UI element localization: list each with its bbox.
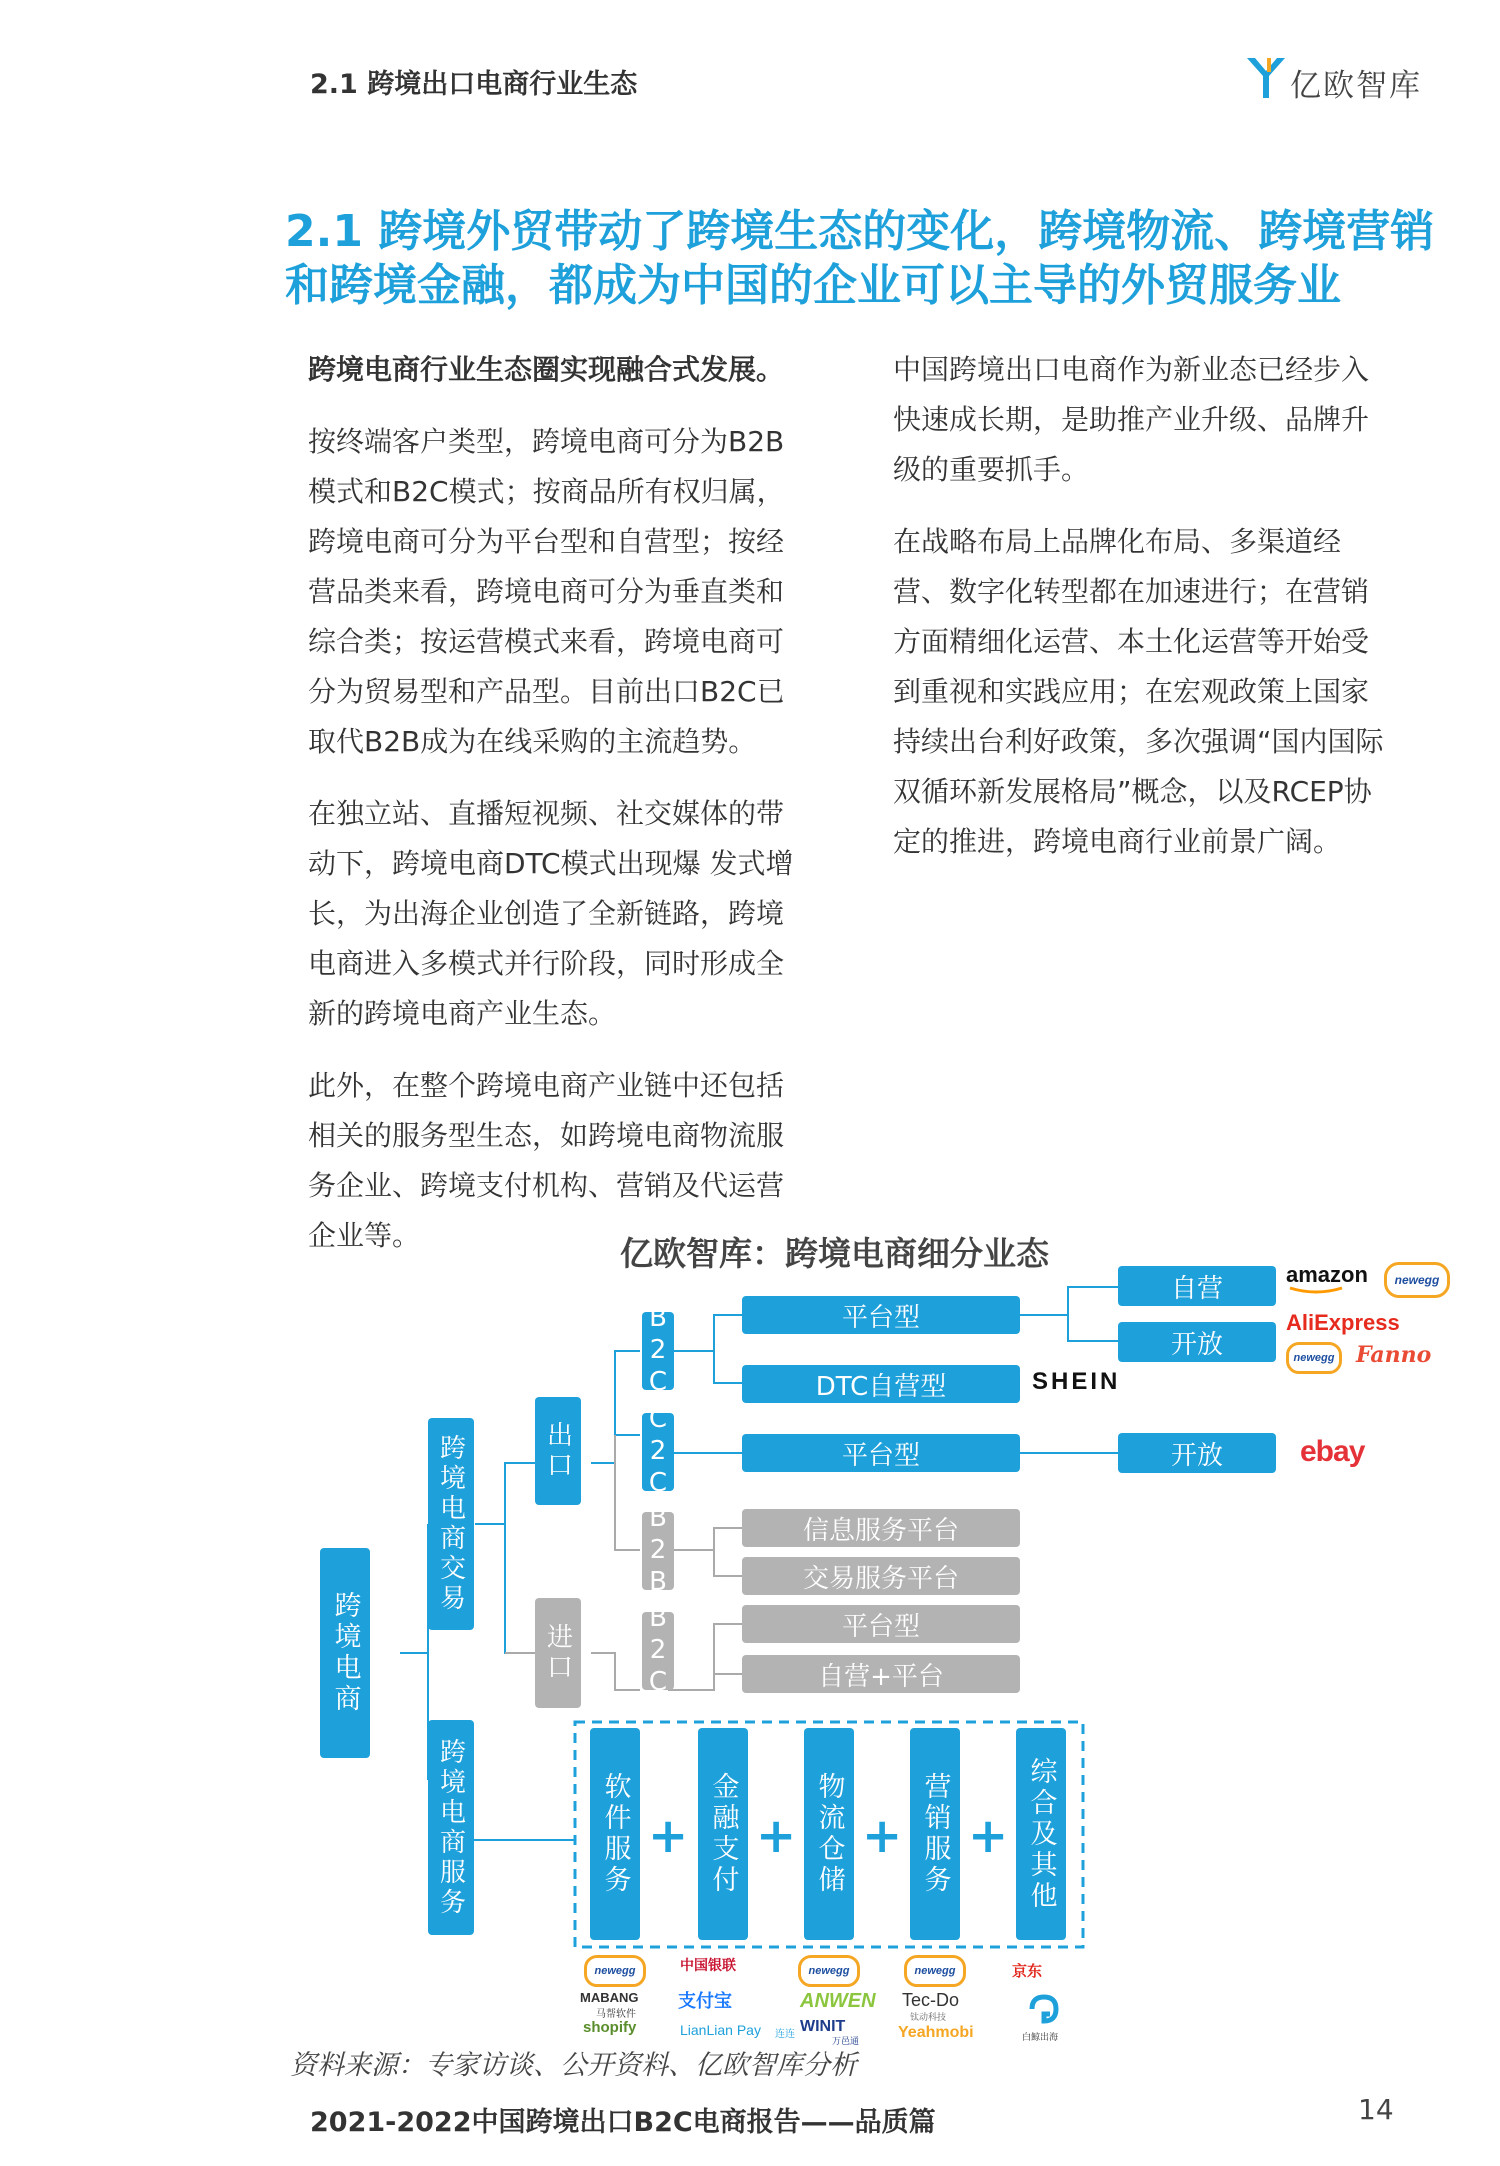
footer-report-title: 2021-2022中国跨境出口B2C电商报告——品质篇 [310,2107,936,2138]
right-paragraph-1: 中国跨境出口电商作为新业态已经步入快速成长期，是助推产业升级、品牌升级的重要抓手。 [893,353,1370,486]
node-export-c2c: C2C [643,1404,673,1500]
logo-text: 亿欧智库 [1290,68,1422,104]
brand-fanno: Fanno [1356,1342,1432,1368]
brand-shopify: shopify [583,2019,637,2036]
node-open: 开放 [1118,1322,1276,1362]
plus-icon: + [756,1808,797,1864]
brand-winit: WINIT [800,2018,846,2035]
node-export-b2b: B2B [643,1503,673,1599]
brand-newegg-2: newegg [1286,1342,1342,1374]
source-note: 资料来源：专家访谈、公开资料、亿欧智库分析 [290,2050,857,2081]
mode-trade-platform: 交易服务平台 [742,1557,1020,1595]
mode-info-platform: 信息服务平台 [742,1509,1020,1547]
plus-icon: + [862,1808,903,1864]
brand-yeahmobi: Yeahmobi [898,2024,974,2041]
brand-tecdo: Tec-Do [902,1990,960,2010]
service-finance: 金融支付 [698,1728,748,1940]
brand-lianlian-cn: 连连 [775,2029,795,2040]
brand-aliexpress: AliExpress [1286,1310,1400,1335]
brand-mabang-cn: 马帮软件 [596,2009,636,2020]
node-import: 进口 [535,1598,581,1708]
brand-lianlian: LianLian Pay [680,2022,761,2038]
mode-platform: 平台型 [742,1296,1020,1334]
amazon-smile-icon [1286,1286,1346,1294]
brand-winit-cn: 万邑通 [832,2036,860,2046]
lead-paragraph: 跨境电商行业生态圈实现融合式发展。 [308,353,785,386]
baijing-logo-icon [1028,1994,1060,2024]
brand-newegg: newegg [1384,1262,1450,1298]
diagram-title: 亿欧智库：跨境电商细分业态 [620,1234,1049,1273]
brand-anwen: ANWEN [800,1990,876,2012]
page-title: 2.1 跨境外贸带动了跨境生态的变化，跨境物流、跨境营销和跨境金融，都成为中国的企业可以主导的外贸服务业 [285,206,1435,311]
brand-tecdo-cn: 钛动科技 [910,2012,947,2022]
brand-baijing: 白鲸出海 [1022,2032,1059,2042]
brand-ebay: ebay [1300,1435,1365,1468]
brand-newegg-marketing: newegg [904,1955,966,1987]
brand-newegg-software: newegg [584,1955,646,1987]
right-paragraph-2: 在战略布局上品牌化布局、多渠道经营、数字化转型都在加速进行；在营销方面精细化运营、本土化运营等开始受到重视和实践应用；在宏观政策上国家持续出台利好政策，多次强调“国内国际双循环新发展格局”概念，以及RCEP协定的推进，跨境电商行业前景广阔。 [893,525,1384,858]
plus-icon: + [968,1808,1009,1864]
brand-unionpay: 中国银联 [680,1957,736,1973]
paragraph-1: 按终端客户类型，跨境电商可分为B2B模式和B2C模式；按商品所有权归属，跨境电商可分为平台型和自营型；按经营品类来看，跨境电商可分为垂直类和综合类；按运营模式来看，跨境电商可分为贸易型和产品型。目前出口B2C已取代B2B成为在线采购的主流趋势。 [308,425,785,758]
brand-alipay: 支付宝 [678,1991,732,2011]
brand-mabang: MABANG [580,1990,639,2005]
mode-dtc: DTC自营型 [742,1365,1020,1403]
mode-import-platform: 平台型 [742,1605,1020,1643]
brand-shein: SHEIN [1032,1368,1121,1395]
service-software: 软件服务 [590,1728,640,1940]
node-open-c2c: 开放 [1118,1433,1276,1473]
brand-amazon: amazon [1286,1262,1368,1287]
service-marketing: 营销服务 [910,1728,960,1940]
plus-icon: + [648,1808,689,1864]
page-number: 14 [1358,2093,1394,2126]
service-logistics: 物流仓储 [804,1728,854,1940]
section-header: 2.1 跨境出口电商行业生态 [310,69,638,100]
mode-import-self-platform: 自营+平台 [742,1655,1020,1693]
node-export: 出口 [535,1397,581,1505]
node-service: 跨境电商服务 [428,1720,474,1935]
node-self-run: 自营 [1118,1266,1276,1306]
brand-newegg-logistics: newegg [798,1955,860,1987]
node-import-b2c: B2C [643,1603,673,1699]
brand-jd: 京东 [1012,1963,1043,1980]
node-root: 跨境电商 [320,1548,370,1758]
paragraph-2: 在独立站、直播短视频、社交媒体的带动下，跨境电商DTC模式出现爆 发式增长，为出海企业创造了全新链路，跨境电商进入多模式并行阶段，同时形成全新的跨境电商产业生态。 [308,797,794,1030]
node-trade: 跨境电商交易 [428,1418,474,1630]
node-export-b2c: B2C [643,1303,673,1399]
paragraph-3: 此外，在整个跨境电商产业链中还包括相关的服务型生态，如跨境电商物流服务企业、跨境支付机构、营销及代运营企业等。 [308,1069,785,1252]
mode-c2c-platform: 平台型 [742,1434,1020,1472]
service-other: 综合及其他 [1016,1728,1066,1940]
